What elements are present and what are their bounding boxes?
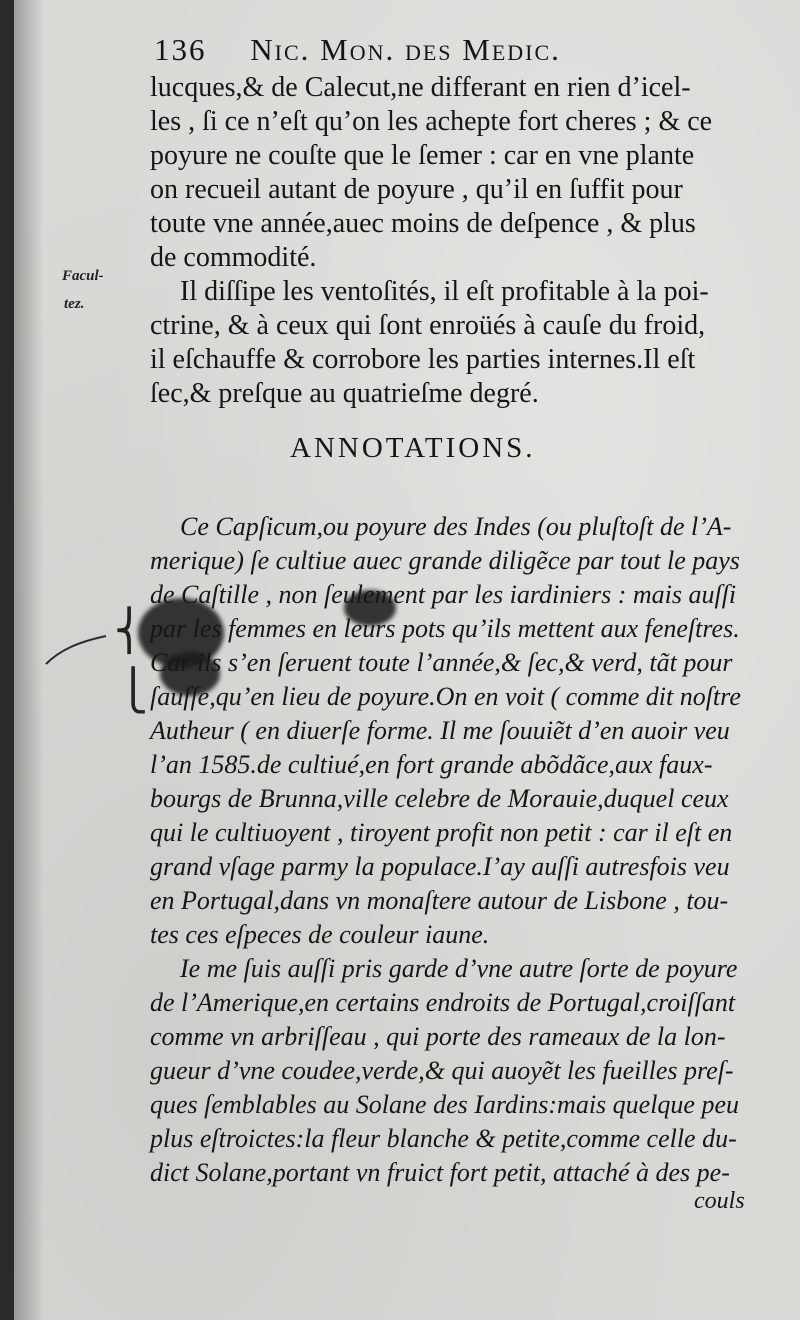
text-line: toute vne année,auec moins de deſpence , & plus (150, 208, 696, 239)
text-line: on recueil autant de poyure , qu’il en ſuffit pour (150, 174, 683, 205)
running-title: Nic. Mon. des Medic. (250, 32, 561, 67)
annotation-line: de Caſtille , non ſeulement par les iardiniers : mais auſſi (150, 580, 737, 609)
annotation-line: Car ils s’en ſeruent toute l’année,& ſec,& verd, tãt pour (150, 648, 733, 677)
page-number: 136 (154, 32, 207, 67)
annotation-line: gueur d’vne coudee,verde,& qui auoyẽt les fueilles preſ- (150, 1056, 734, 1085)
pen-stroke-mark (42, 630, 112, 670)
annotation-line: Ie me ſuis auſſi pris garde d’vne autre ſorte de poyure (180, 954, 738, 983)
annotation-line: grand vſage parmy la populace.I’ay auſſi autresfois veu (150, 852, 730, 881)
annotation-line: merique) ſe cultiue auec grande diligẽce par tout le pays (150, 546, 740, 575)
annotation-line: de l’Amerique,en certains endroits de Portugal,croiſſant (150, 988, 736, 1017)
text-line: ſec,& preſque au quatrieſme degré. (150, 378, 539, 409)
text-line: lucques,& de Calecut,ne differant en rien d’icel- (150, 72, 691, 103)
annotation-line: ques ſemblables au Solane des Iardins:mais quelque peu (150, 1090, 739, 1119)
annotation-line: qui le cultiuoyent , tiroyent profit non petit : car il eſt en (150, 818, 733, 847)
text-line: Il diſſipe les ventoſités, il eſt profitable à la poi- (180, 276, 709, 307)
annotation-line: l’an 1585.de cultiué,en fort grande abõdãce,aux faux- (150, 750, 713, 779)
text-line: ctrine, & à ceux qui ſont enroüés à cauſe du froid, (150, 310, 706, 341)
margin-note-line-2: tez. (64, 296, 85, 312)
annotation-line: Autheur ( en diuerſe forme. Il me ſouuiẽt d’en auoir veu (150, 716, 730, 745)
catchword: couls (694, 1188, 745, 1214)
running-header (154, 32, 714, 68)
annotation-line: comme vn arbriſſeau , qui porte des rameaux de la lon- (150, 1022, 726, 1051)
annotation-line: bourgs de Brunna,ville celebre de Morauie,duquel ceux (150, 784, 729, 813)
annotation-line: Ce Capſicum,ou poyure des Indes (ou pluſtoſt de l’A- (180, 512, 732, 541)
annotation-line: ſauſſe,qu’en lieu de poyure.On en voit ( comme dit noſtre (150, 682, 741, 711)
text-line: il eſchauffe & corrobore les parties internes.Il eſt (150, 344, 696, 375)
section-heading: ANNOTATIONS. (290, 432, 536, 464)
pen-bracket-mark: ⎩ (118, 668, 148, 714)
pen-bracket-mark: ⎨ (114, 608, 144, 654)
text-line: poyure ne couſte que le ſemer : car en vne plante (150, 140, 695, 171)
annotation-line: dict Solane,portant vn fruict fort petit, attaché à des pe- (150, 1158, 730, 1187)
annotation-line: tes ces eſpeces de couleur iaune. (150, 920, 490, 949)
annotation-line: par les femmes en leurs pots qu’ils mettent aux feneſtres. (150, 614, 740, 643)
page-gutter-shadow (14, 0, 44, 1320)
book-page (14, 0, 800, 1320)
annotation-line: en Portugal,dans vn monaſtere autour de Lisbone , tou- (150, 886, 729, 915)
annotation-line: plus eſtroictes:la fleur blanche & petite,comme celle du- (150, 1124, 737, 1153)
text-line: de commodité. (150, 242, 317, 273)
margin-note-line-1: Facul- (62, 268, 104, 284)
text-line: les , ſi ce n’eſt qu’on les achepte fort cheres ; & ce (150, 106, 713, 137)
